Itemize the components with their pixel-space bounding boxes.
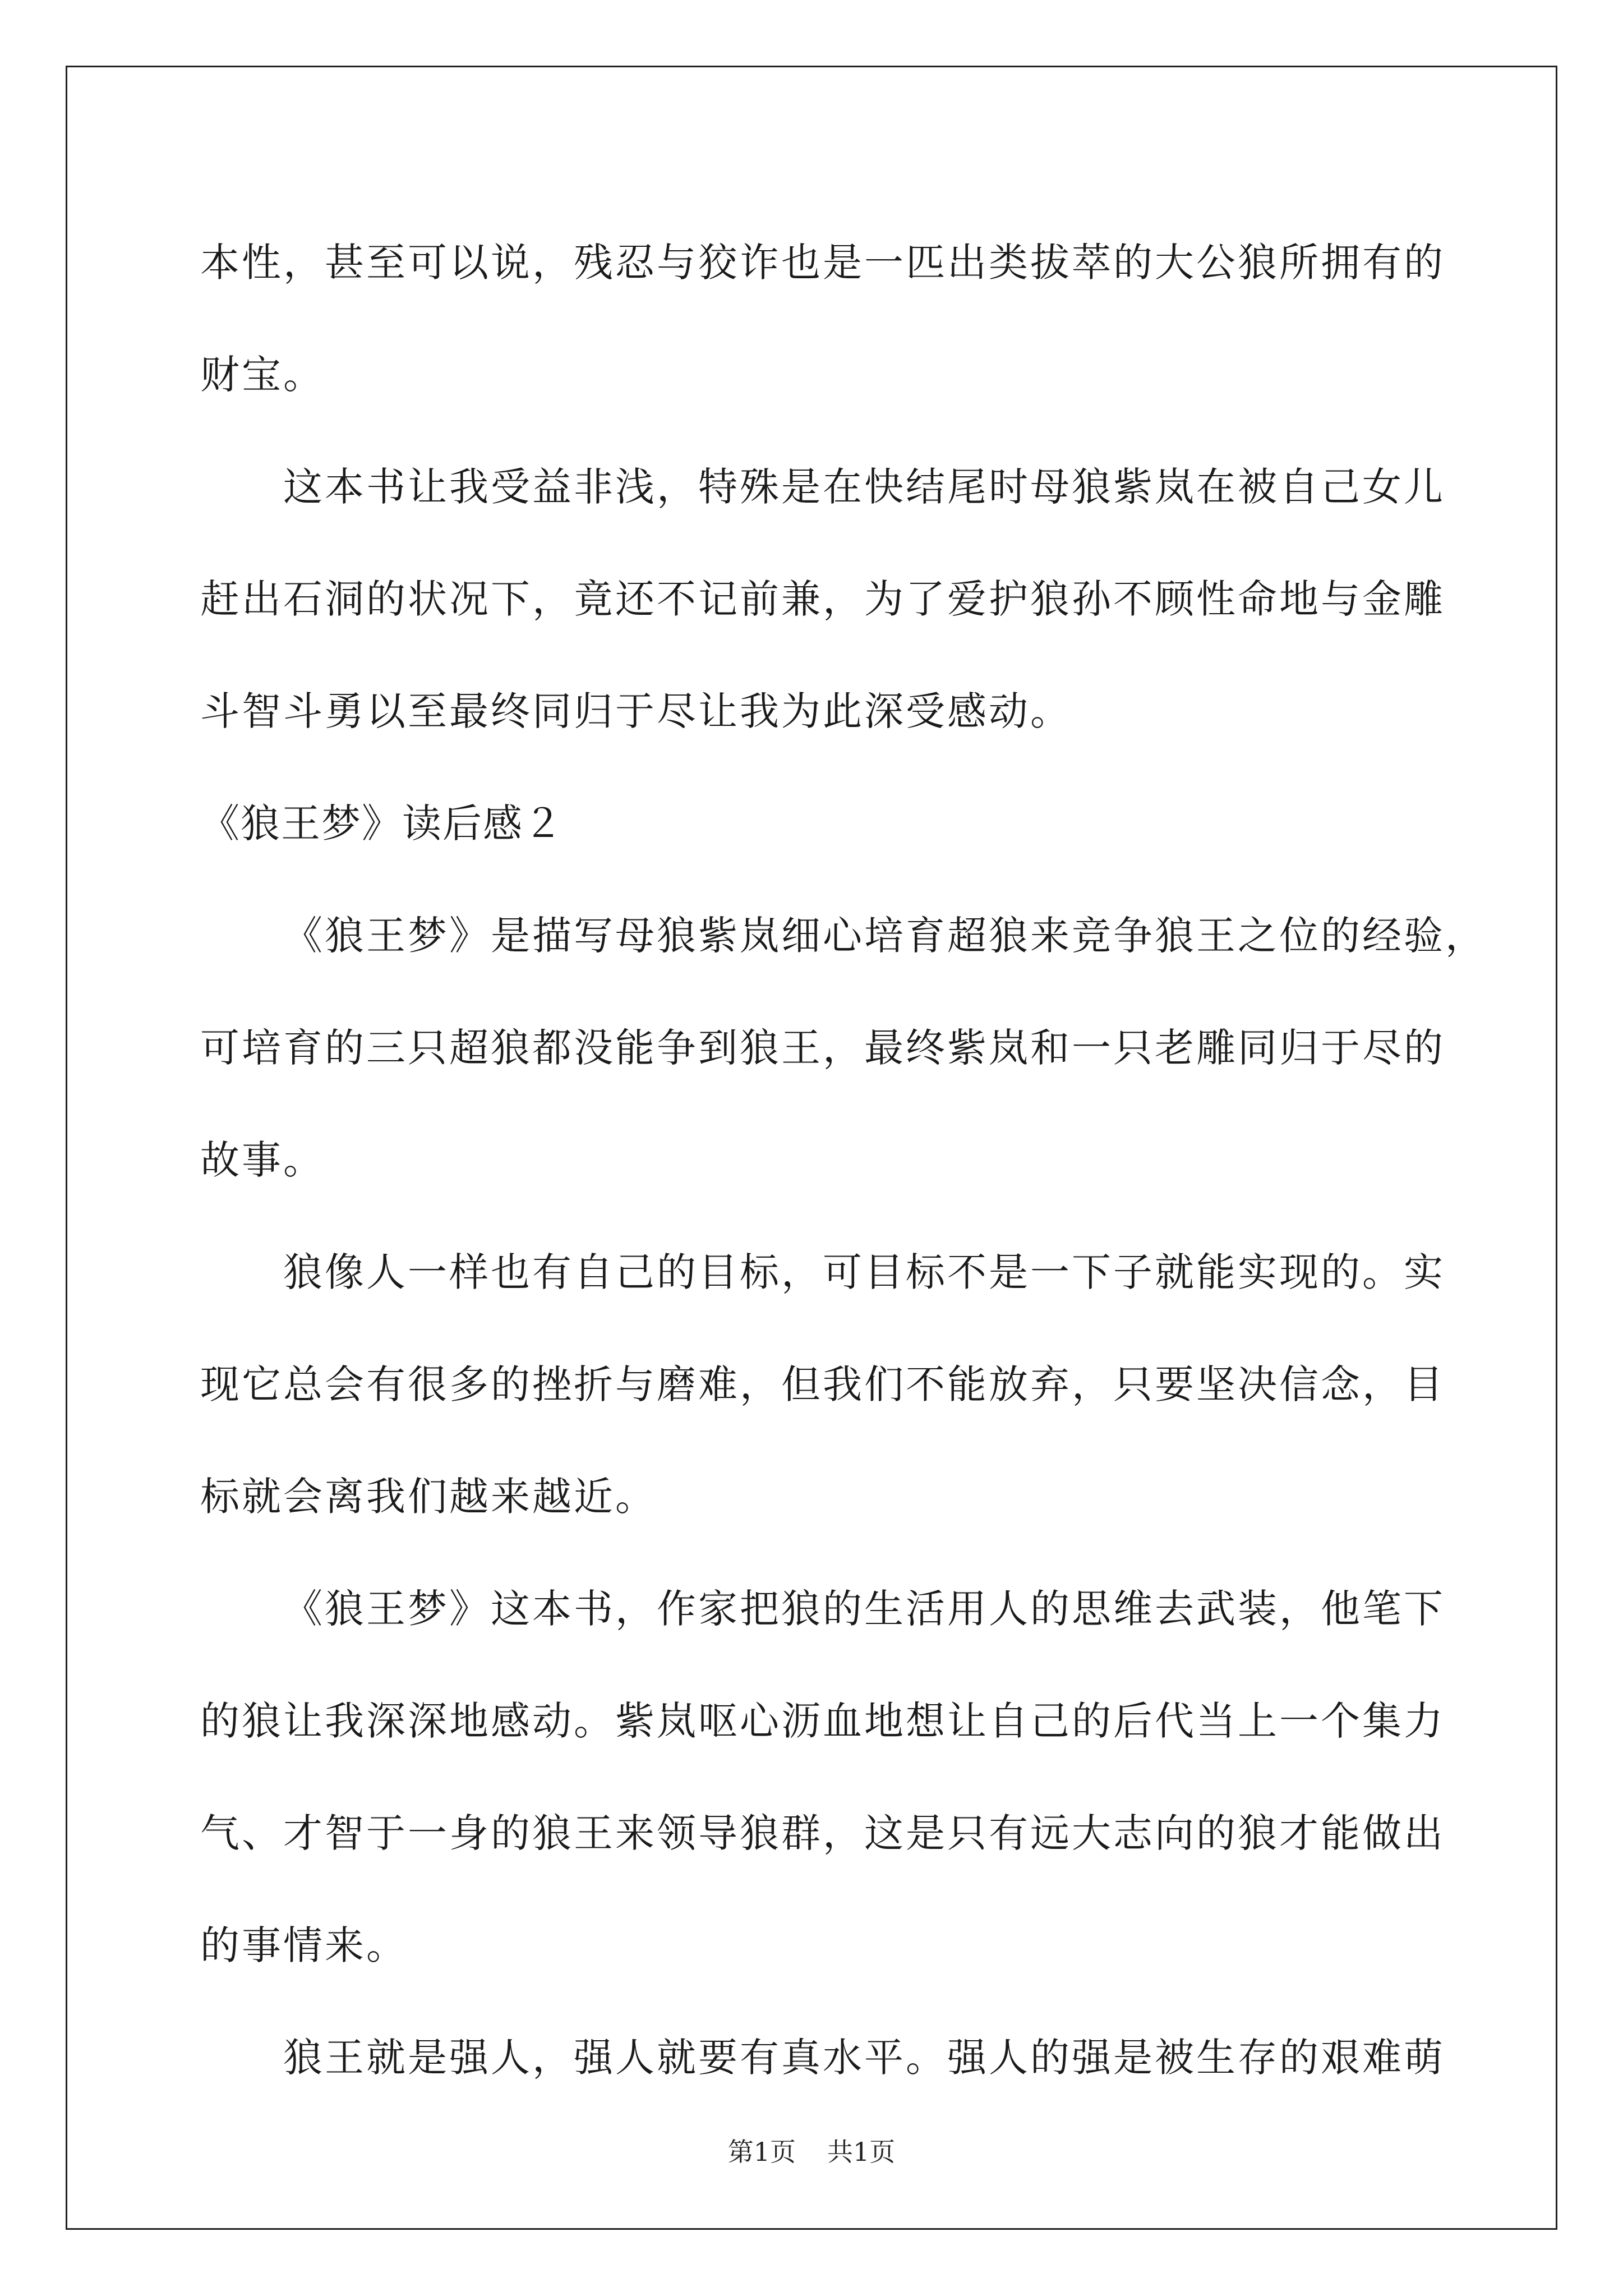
page-number: 第1页 <box>727 2137 796 2167</box>
document-body <box>200 206 1487 2114</box>
paragraph-line: 赶出石洞的状况下，竟还不记前兼，为了爱护狼孙不顾性命地与金雕 <box>200 576 1445 622</box>
paragraph-line: 本性，甚至可以说，残忍与狡诈也是一匹出类拔萃的大公狼所拥有的 <box>200 240 1445 286</box>
section-heading: 《狼王梦》读后感２ <box>200 800 564 846</box>
paragraph-line: 可培育的三只超狼都没能争到狼王，最终紫岚和一只老雕同归于尽的 <box>200 1025 1445 1071</box>
paragraph-line: 狼像人一样也有自己的目标，可目标不是一下子就能实现的。实 <box>283 1249 1445 1295</box>
paragraph-line: 现它总会有很多的挫折与磨难，但我们不能放弃，只要坚决信念，目 <box>200 1361 1445 1407</box>
paragraph-line: 气、才智于一身的狼王来领导狼群，这是只有远大志向的狼才能做出 <box>200 1810 1445 1856</box>
paragraph-line: 《狼王梦》这本书，作家把狼的生活用人的思维去武装，他笔下 <box>283 1586 1445 1632</box>
paragraph-line: 标就会离我们越来越近。 <box>200 1474 657 1520</box>
paragraph-line: 财宝。 <box>200 352 325 398</box>
paragraph-line: 故事。 <box>200 1137 325 1183</box>
paragraph-line: 斗智斗勇以至最终同归于尽让我为此深受感动。 <box>200 688 1072 734</box>
paragraph-line: 《狼王梦》是描写母狼紫岚细心培育超狼来竞争狼王之位的经验， <box>283 913 1487 959</box>
page-footer <box>0 2132 1623 2169</box>
paragraph-line: 的狼让我深深地感动。紫岚呕心沥血地想让自己的后代当上一个集力 <box>200 1698 1445 1744</box>
total-pages: 共1页 <box>827 2137 896 2167</box>
paragraph-line: 狼王就是强人，强人就要有真水平。强人的强是被生存的艰难萌 <box>283 2035 1445 2081</box>
paragraph-line: 的事情来。 <box>200 1922 408 1968</box>
paragraph-line: 这本书让我受益非浅，特殊是在快结尾时母狼紫岚在被自己女儿 <box>283 464 1445 510</box>
